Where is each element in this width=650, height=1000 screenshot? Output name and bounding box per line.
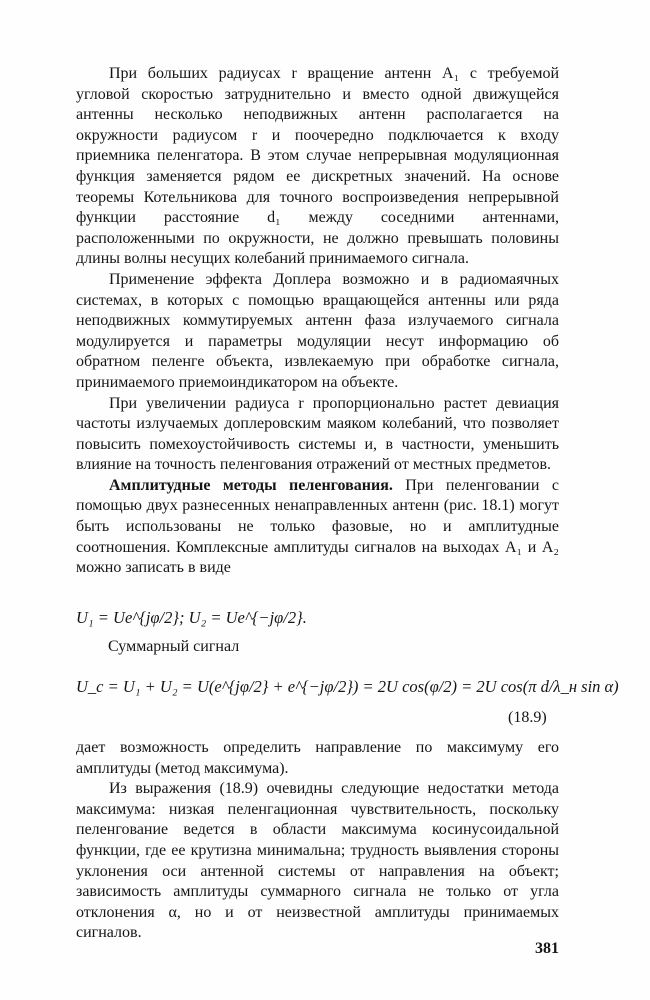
equation-number: (18.9) (508, 709, 547, 726)
section-heading: Амплитудные методы пеленгования. (109, 476, 393, 494)
sum-signal-label: Суммарный сигнал (108, 638, 240, 655)
paragraph-amplitude (76, 476, 559, 579)
paragraph-last: Из выражения (18.9) очевидны следующие недостатки метода максимума: низкая пеленгационная чувствительность, поскольку пеленгование ведется в области максимума косинусоидальной функции, где ее крутизна минимальна; трудность выявления стороны уклонения оси антенной системы от направления на объект; зависимость амплитуды суммарного сигнала не только от угла отклонения α, но и от неизвестной амплитуды принимаемых сигналов. (76, 780, 559, 942)
paragraph-2: Применение эффекта Доплера возможно и в радиомаячных системах, в которых с помощью вращающейся антенны или ряда неподвижных коммутируемых антенн фаза излучаемого сигнала модулируется и параметры модуляции несут информацию об обратном пеленге объекта, извлекаемую при обработке сигнала, принимаемого приемоиндикатором на объекте. (76, 270, 559, 391)
bottom-text-block (76, 738, 559, 944)
paragraph-1: При больших радиусах r вращение антенн A₁ с требуемой угловой скоростью затруднительно и вместо одной движущейся антенны несколько неподвижных антенн располагается на окружности радиусом r и поочередно подключается к входу приемника пеленгатора. В этом случае непрерывная модуляционная функция заменяется рядом ее дискретных значений. На основе теоремы Котельникова для точного воспроизведения непрерывной функции расстояние d₁ между соседними антеннами, расположенными по окружности, не должно превышать половины длины волны несущих колебаний принимаемого сигнала. (76, 65, 559, 268)
page-number: 381 (535, 940, 559, 957)
formula-u1-u2: U₁ = Ue^{jφ/2}; U₂ = Ue^{−jφ/2}. (76, 608, 307, 627)
formula-sum: U_c = U₁ + U₂ = U(e^{jφ/2} + e^{−jφ/2}) = 2U cos(φ/2) = 2U cos(π d/λ_н sin α) (76, 677, 619, 696)
paragraph-after-formula: дает возможность определить направление по максимуму его амплитуды (метод максимума). (76, 739, 559, 777)
top-text-block (76, 64, 559, 579)
section-text: При пеленговании с помощью двух разнесенных ненаправленных антенн (рис. 18.1) могут быть использованы не только фазовые, но и амплитудные соотношения. Комплексные амплитуды сигналов на выходах A₁ и A₂ можно записать в виде (76, 476, 559, 577)
paragraph-3: При увеличении радиуса r пропорционально растет девиация частоты излучаемых доплеровским маяком колебаний, что позволяет повысить помехоустойчивость системы и, в частности, уменьшить влияние на точность пеленгования отражений от местных предметов. (76, 394, 559, 474)
